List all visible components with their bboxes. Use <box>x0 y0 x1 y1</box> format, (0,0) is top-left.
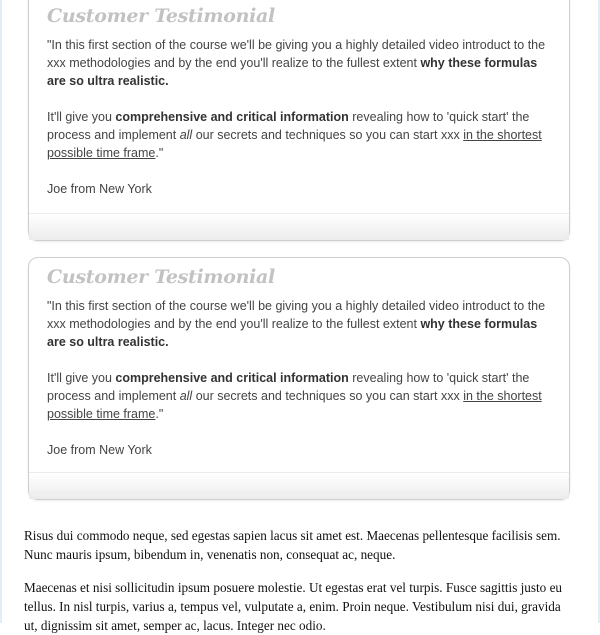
body-paragraph-text: Maecenas et nisi sollicitudin ipsum posuere molestie. Ut egestas erat vel turpis. Fusce sagittis justo eu tellus. In nisl turpis, varius a, tempus vel, vulputate a, enim. Proin neque. Vestibulum nisi dui, gravida ut, dignissim sit amet, semper ac, lacus. Integer nec odio. <box>24 580 563 633</box>
testimonial-quote-paragraph <box>47 36 551 90</box>
quote-emphasis: why these formulas are so ultra realistic. <box>47 317 538 349</box>
quote-text: "In this first section of the course we'll be giving you a highly detailed video introduct to the xxx methodologies and by the end you'll realize to the fullest extent <box>47 38 546 70</box>
detail-text: our secrets and techniques so you can start xxx <box>192 389 464 403</box>
detail-italic: all <box>179 389 193 403</box>
detail-text: revealing how to 'quick start' the process and implement <box>47 371 530 403</box>
detail-text: ." <box>155 146 164 160</box>
testimonial-detail-paragraph <box>47 369 551 423</box>
detail-text: ." <box>155 407 164 421</box>
body-paragraph <box>24 578 574 635</box>
detail-text: our secrets and techniques so you can start xxx <box>192 128 464 142</box>
testimonial-heading: Customer Testimonial <box>47 266 275 288</box>
body-paragraph <box>24 526 574 564</box>
testimonial-body <box>47 297 551 459</box>
detail-emphasis: comprehensive and critical information <box>115 110 349 124</box>
testimonial-box <box>28 257 570 500</box>
detail-emphasis: comprehensive and critical information <box>115 371 349 385</box>
testimonial-footer-fade <box>29 472 569 499</box>
testimonial-body <box>47 36 551 198</box>
testimonial-author: Joe from New York <box>47 443 152 457</box>
body-paragraph-text: Risus dui commodo neque, sed egestas sapien lacus sit amet est. Maecenas pellentesque facilisis sem. Nunc mauris ipsum, bibendum in, venenatis non, consequat ac, neque. <box>24 528 561 562</box>
quote-text: "In this first section of the course we'll be giving you a highly detailed video introduct to the xxx methodologies and by the end you'll realize to the fullest extent <box>47 299 546 331</box>
testimonial-content <box>29 0 569 240</box>
detail-text: It'll give you <box>47 371 116 385</box>
page-edge-left <box>0 0 2 623</box>
testimonial-quote-paragraph <box>47 297 551 351</box>
detail-text: revealing how to 'quick start' the process and implement <box>47 110 530 142</box>
detail-underline: in the shortest possible time frame <box>47 128 542 160</box>
detail-underline: in the shortest possible time frame <box>47 389 542 421</box>
quote-emphasis: why these formulas are so ultra realistic. <box>47 56 538 88</box>
detail-italic: all <box>179 128 193 142</box>
testimonial-detail-paragraph <box>47 108 551 162</box>
detail-text: It'll give you <box>47 110 116 124</box>
testimonial-author: Joe from New York <box>47 182 152 196</box>
testimonial-heading: Customer Testimonial <box>47 5 275 27</box>
testimonial-box <box>28 0 570 241</box>
testimonial-content <box>29 258 569 499</box>
testimonial-footer-fade <box>29 213 569 240</box>
